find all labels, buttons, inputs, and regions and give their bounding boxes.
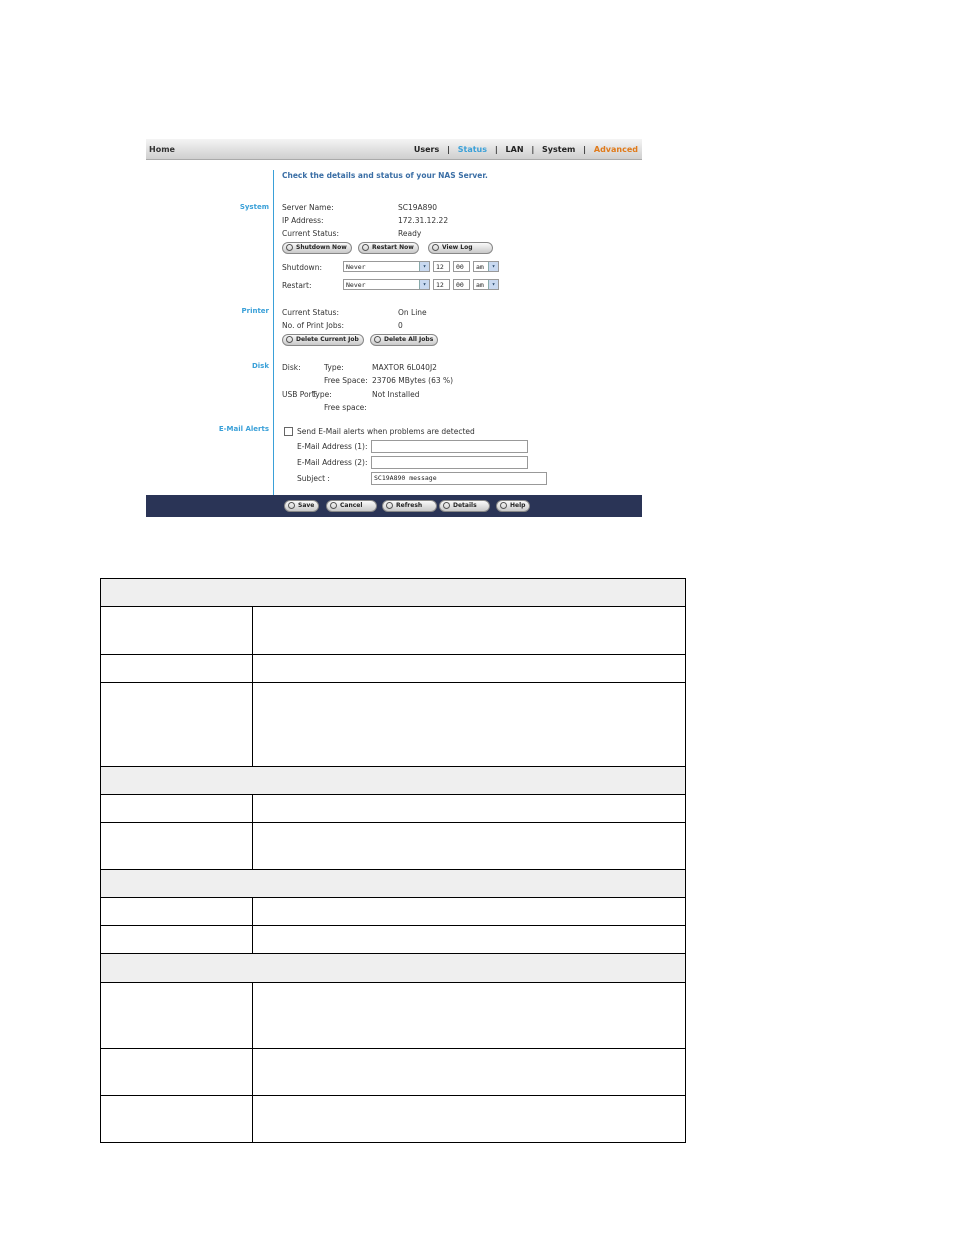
table-cell-description [253, 898, 686, 926]
disk-label: Disk: [282, 363, 301, 372]
details-button[interactable] [439, 500, 490, 512]
button-circle-icon [443, 502, 450, 509]
description-table [100, 578, 686, 1143]
shutdown-now-button[interactable] [282, 242, 352, 254]
table-cell-description [253, 1048, 686, 1095]
shutdown-when-value: Never [346, 263, 366, 271]
table-cell-label [101, 794, 253, 822]
delete-current-job-button[interactable] [282, 334, 364, 346]
server-name-value: SC19A890 [398, 203, 437, 212]
restart-now-label: Restart Now [372, 244, 414, 251]
email-address-1-label: E-Mail Address (1): [297, 442, 368, 451]
cancel-button[interactable] [326, 500, 377, 512]
table-cell-label [101, 1095, 253, 1142]
table-cell-label [101, 655, 253, 683]
view-log-button[interactable] [428, 242, 493, 254]
table-cell-description [253, 822, 686, 869]
table-cell-label [101, 683, 253, 766]
button-circle-icon [330, 502, 337, 509]
help-label: Help [510, 502, 526, 509]
nav-lan[interactable]: LAN [505, 145, 524, 154]
table-cell-label [101, 607, 253, 655]
chevron-down-icon: ▾ [419, 262, 429, 271]
table-section-header [101, 954, 686, 983]
save-label: Save [298, 502, 315, 509]
table-cell-description [253, 983, 686, 1048]
chevron-down-icon: ▾ [488, 262, 498, 271]
button-circle-icon [374, 336, 381, 343]
save-button[interactable] [284, 500, 319, 512]
shutdown-minute-field[interactable]: 00 [453, 261, 470, 272]
restart-hour-field[interactable]: 12 [433, 279, 450, 290]
email-alerts-checkbox-label: Send E-Mail alerts when problems are detected [297, 427, 475, 436]
button-circle-icon [286, 244, 293, 251]
email-address-1-input[interactable] [371, 440, 528, 453]
printer-status-label: Current Status: [282, 308, 339, 317]
cancel-label: Cancel [340, 502, 363, 509]
nav-separator: | [447, 145, 450, 154]
disk-free-value: 23706 MBytes (63 %) [372, 376, 454, 385]
home-link[interactable]: Home [149, 145, 175, 154]
chevron-down-icon: ▾ [488, 280, 498, 289]
printer-status-value: On Line [398, 308, 427, 317]
table-cell-description [253, 926, 686, 954]
restart-when-value: Never [346, 281, 366, 289]
section-title-printer: Printer [241, 307, 269, 315]
button-circle-icon [362, 244, 369, 251]
page-intro: Check the details and status of your NAS Server. [282, 171, 488, 180]
section-title-disk: Disk [251, 362, 269, 370]
print-jobs-value: 0 [398, 321, 403, 330]
nav-advanced[interactable]: Advanced [593, 145, 638, 154]
main-nav [409, 145, 638, 154]
help-button[interactable] [496, 500, 530, 512]
usb-type-value: Not Installed [372, 390, 420, 399]
shutdown-when-select[interactable] [343, 261, 430, 272]
shutdown-now-label: Shutdown Now [296, 244, 347, 251]
nav-separator: | [531, 145, 535, 154]
email-address-2-label: E-Mail Address (2): [297, 458, 368, 467]
ip-address-value: 172.31.12.22 [398, 216, 449, 225]
delete-all-jobs-button[interactable] [370, 334, 438, 346]
server-name-label: Server Name: [282, 203, 334, 212]
table-cell-label [101, 822, 253, 869]
nav-system[interactable]: System [542, 145, 576, 154]
email-alerts-checkbox[interactable] [284, 427, 293, 436]
usb-free-label: Free space: [324, 403, 367, 412]
system-status-value: Ready [398, 229, 422, 238]
email-subject-input[interactable]: SC19A890 message [371, 472, 547, 485]
ip-address-label: IP Address: [282, 216, 324, 225]
shutdown-ampm-value: am [476, 263, 484, 271]
restart-ampm-select[interactable] [473, 279, 499, 290]
email-subject-label: Subject : [297, 474, 330, 483]
button-circle-icon [286, 336, 293, 343]
restart-ampm-value: am [476, 281, 484, 289]
section-title-system: System [239, 203, 269, 211]
table-cell-description [253, 683, 686, 766]
restart-label: Restart: [282, 281, 312, 290]
nav-users[interactable]: Users [413, 145, 440, 154]
chevron-down-icon: ▾ [419, 280, 429, 289]
nav-separator: | [583, 145, 587, 154]
top-nav-bar [146, 139, 642, 160]
table-cell-description [253, 794, 686, 822]
disk-type-label: Type: [324, 363, 344, 372]
delete-all-jobs-label: Delete All Jobs [384, 336, 434, 343]
table-cell-label [101, 983, 253, 1048]
disk-free-label: Free Space: [324, 376, 368, 385]
table-section-header [101, 869, 686, 897]
button-circle-icon [288, 502, 295, 509]
restart-now-button[interactable] [358, 242, 419, 254]
print-jobs-label: No. of Print Jobs: [282, 321, 345, 330]
section-title-email-alerts: E-Mail Alerts [218, 425, 269, 433]
bottom-action-bar [146, 495, 642, 517]
system-status-label: Current Status: [282, 229, 339, 238]
button-circle-icon [386, 502, 393, 509]
details-label: Details [453, 502, 477, 509]
shutdown-hour-field[interactable]: 12 [433, 261, 450, 272]
usb-port-label: USB Port: [282, 390, 318, 399]
shutdown-ampm-select[interactable] [473, 261, 499, 272]
disk-type-value: MAXTOR 6L040J2 [372, 363, 437, 372]
delete-current-job-label: Delete Current Job [296, 336, 359, 343]
restart-minute-field[interactable]: 00 [453, 279, 470, 290]
usb-type-label: Type: [312, 390, 332, 399]
button-circle-icon [432, 244, 439, 251]
nas-status-screenshot [146, 139, 642, 517]
email-address-2-input[interactable] [371, 456, 528, 469]
restart-when-select[interactable] [343, 279, 430, 290]
table-cell-description [253, 1095, 686, 1142]
table-section-header [101, 579, 686, 607]
refresh-label: Refresh [396, 502, 423, 509]
table-cell-description [253, 607, 686, 655]
table-section-header [101, 766, 686, 794]
table-cell-label [101, 926, 253, 954]
table-cell-description [253, 655, 686, 683]
button-circle-icon [500, 502, 507, 509]
shutdown-label: Shutdown: [282, 263, 322, 272]
nav-separator: | [494, 145, 498, 154]
section-divider-line [273, 170, 274, 495]
nav-status[interactable]: Status [457, 145, 488, 154]
table-cell-label [101, 898, 253, 926]
table-cell-label [101, 1048, 253, 1095]
view-log-label: View Log [442, 244, 473, 251]
refresh-button[interactable] [382, 500, 437, 512]
